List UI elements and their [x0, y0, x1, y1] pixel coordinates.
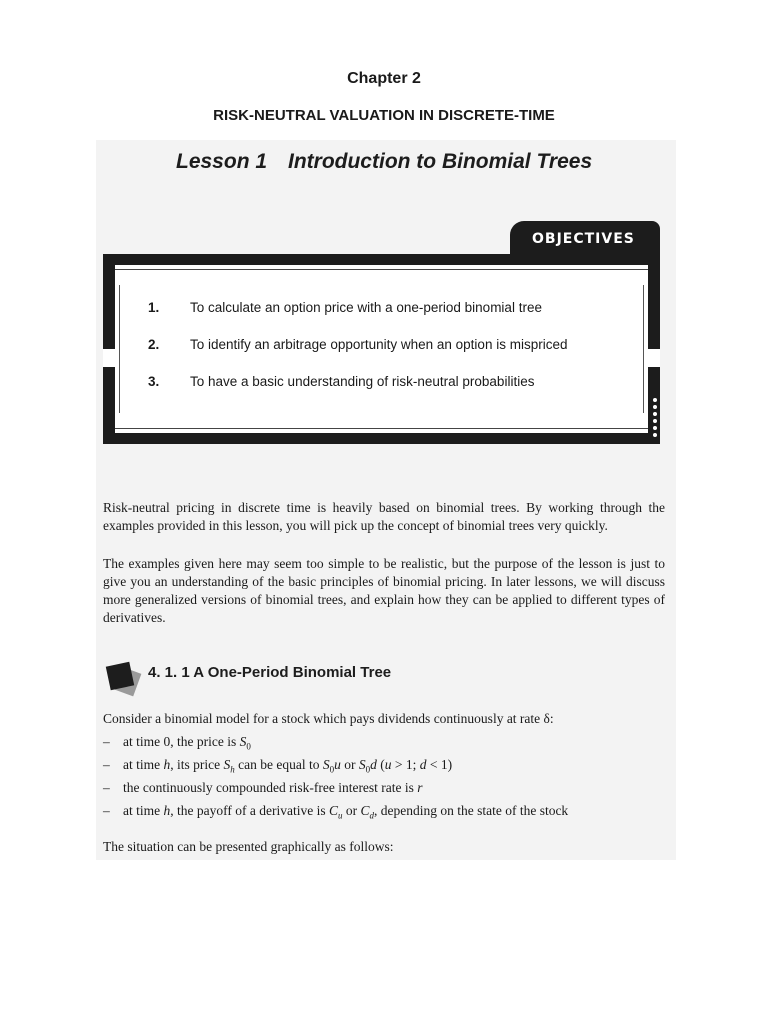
objective-number: 3.: [148, 374, 160, 389]
intro-paragraph: Risk-neutral pricing in discrete time is heavily based on binomial trees. By working through the examples provided in this lesson, you will pick up the concept of binomial trees very quickly.: [103, 500, 665, 533]
frame-notch: [648, 349, 660, 367]
dash: –: [103, 780, 110, 795]
objective-item: [148, 337, 638, 374]
section-title: 4. 1. 1 A One-Period Binomial Tree: [148, 664, 392, 681]
graph-intro: The situation can be presented graphically as follows:: [103, 839, 394, 854]
lesson-heading: [176, 150, 592, 174]
list-item: [103, 780, 568, 803]
objective-text: To have a basic understanding of risk-neutral probabilities: [190, 374, 535, 389]
model-intro: Consider a binomial model for a stock which pays dividends continuously at rate δ:: [103, 711, 554, 726]
chapter-heading: Chapter 2: [347, 70, 421, 87]
chapter-subtitle: RISK-NEUTRAL VALUATION IN DISCRETE-TIME: [213, 107, 555, 124]
divider: [115, 269, 648, 270]
list-item-text: at time h, its price $S_h$ can be equal to $S_0u$ or $S_0d$ (u > 1; d < 1): [123, 757, 453, 775]
objective-text: To calculate an option price with a one-period binomial tree: [190, 300, 542, 315]
list-item-text: the continuously compounded risk-free interest rate is r: [123, 780, 423, 795]
lesson-number: Lesson 1: [176, 150, 268, 173]
objectives-list: [148, 300, 638, 411]
list-item: [103, 803, 568, 826]
objective-text: To identify an arbitrage opportunity when an option is mispriced: [190, 337, 568, 352]
list-item: [103, 757, 568, 780]
objective-item: [148, 300, 638, 337]
divider: [119, 285, 120, 413]
dash: –: [103, 757, 110, 772]
list-item-text: at time h, the payoff of a derivative is $C_u$ or $C_d$, depending on the state of the stock: [123, 803, 569, 821]
dash: –: [103, 803, 110, 818]
stacked-squares-icon: [100, 657, 144, 701]
objectives-heading: OBJECTIVES: [532, 231, 635, 247]
purpose-paragraph: The examples given here may seem too simple to be realistic, but the purpose of the lesson is just to give you an understanding of the basic principles of binomial pricing. In later lessons, we will discuss more generalized versions of binomial trees, and explain how they can be applied to different types of derivatives.: [103, 556, 665, 625]
lesson-title: Introduction to Binomial Trees: [288, 150, 593, 173]
objective-number: 1.: [148, 300, 160, 315]
objective-item: [148, 374, 638, 411]
objectives-tab: [510, 221, 660, 257]
assumption-list: [103, 734, 568, 826]
dash: –: [103, 734, 110, 749]
list-item-text: at time 0, the price is $S_0$: [123, 734, 251, 752]
list-item: [103, 734, 568, 757]
divider: [115, 428, 648, 429]
dots-decoration-icon: [652, 398, 658, 440]
frame-notch: [103, 349, 115, 367]
divider: [643, 285, 644, 413]
objective-number: 2.: [148, 337, 160, 352]
